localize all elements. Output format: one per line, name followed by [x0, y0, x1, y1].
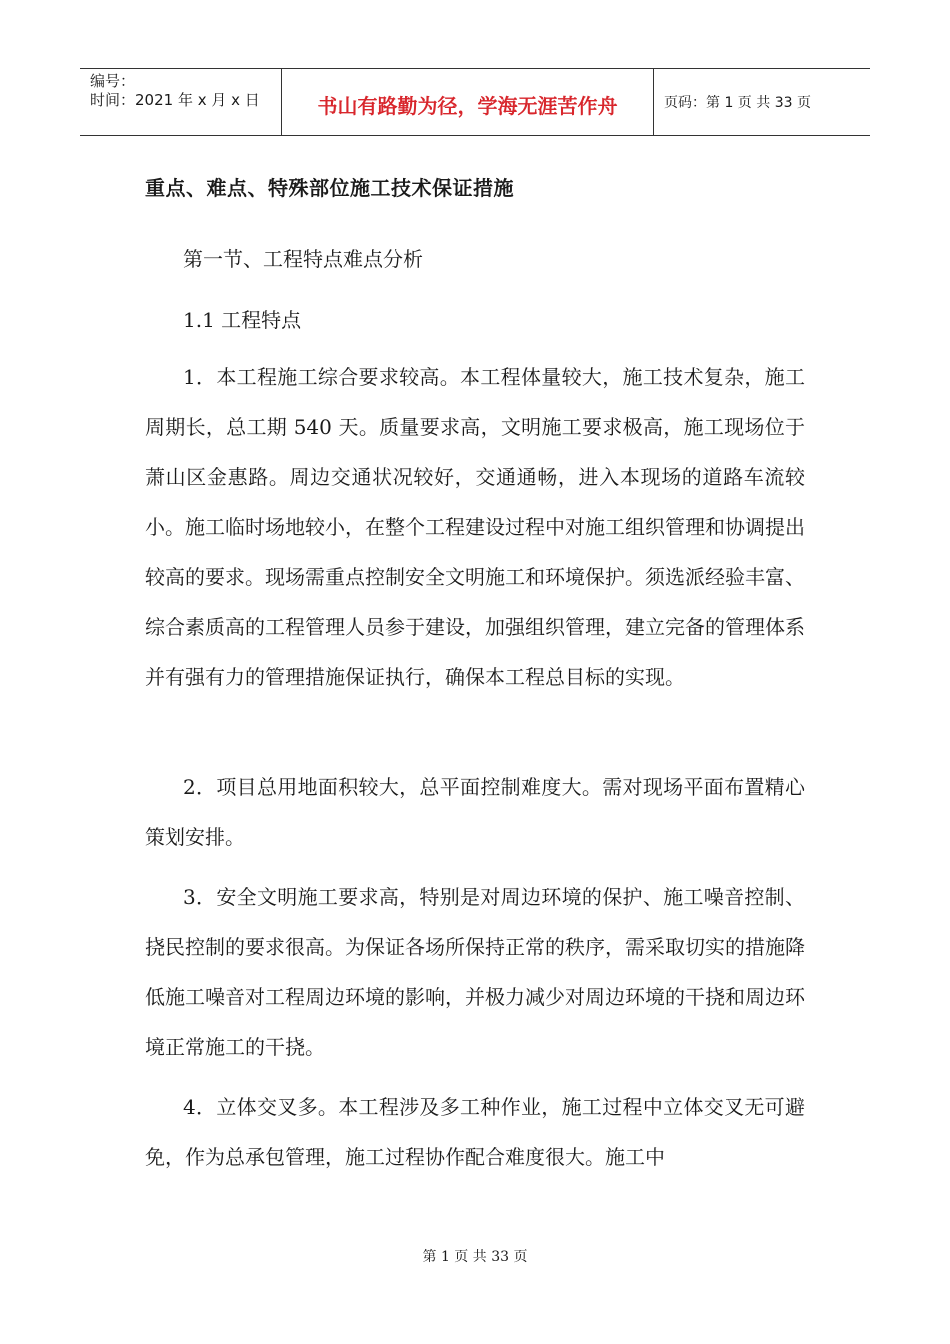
- paragraph: 4．立体交叉多。本工程涉及多工种作业，施工过程中立体交叉无可避免，作为总承包管理，施工过程协作配合难度很大。施工中: [145, 1095, 805, 1169]
- header-page-info: 页码：第 1 页 共 33 页: [664, 95, 811, 111]
- header-meta: [80, 69, 282, 135]
- paragraph: 1．本工程施工综合要求较高。本工程体量较大，施工技术复杂，施工周期长，总工期 540 天。质量要求高，文明施工要求极高，施工现场位于萧山区金惠路。周边交通状况较好，交通通畅，进入本现场的道路车流较小。施工临时场地较小，在整个工程建设过程中对施工组织管理和协调提出较高的要求。现场需重点控制安全文明施工和环境保护。须选派经验丰富、综合素质高的工程管理人员参于建设，加强组织管理，建立完备的管理体系并有强有力的管理措施保证执行，确保本工程总目标的实现。: [145, 365, 805, 689]
- paragraph: 3．安全文明施工要求高，特别是对周边环境的保护、施工噪音控制、挠民控制的要求很高。为保证各场所保持正常的秩序，需采取切实的措施降低施工噪音对工程周边环境的影响，并极力减少对周边环境的干挠和周边环境正常施工的干挠。: [145, 885, 805, 1059]
- number-label: 编号：: [90, 72, 136, 90]
- page-header: [80, 68, 870, 136]
- page-footer: 第 1 页 共 33 页: [422, 1249, 528, 1265]
- section-title: 第一节、工程特点难点分析: [183, 247, 423, 271]
- subsection-title: 1.1 工程特点: [183, 308, 302, 332]
- time-label: 时间：2021 年 x 月 x 日: [90, 91, 260, 109]
- paragraph: 2．项目总用地面积较大，总平面控制难度大。需对现场平面布置精心策划安排。: [145, 775, 805, 849]
- document-title: 重点、难点、特殊部位施工技术保证措施: [145, 176, 514, 200]
- header-motto: 书山有路勤为径，学海无涯苦作舟: [282, 69, 654, 135]
